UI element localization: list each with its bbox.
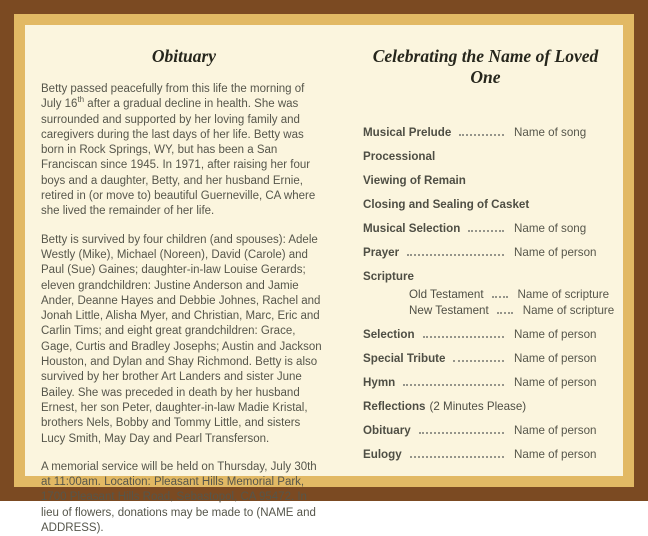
program-label: Processional	[363, 150, 436, 163]
program-value: Name of scripture	[522, 304, 615, 317]
reflections-note: (2 Minutes Please)	[429, 400, 527, 413]
obituary-paragraph-3: A memorial service will be held on Thursday, July 30th at 11:00am. Location: Pleasant Hills Memorial Park, 1700 Pleasant Hills Road, Sebastopol, CA 95472. In lieu of flowers, donations may be made to (NAME and ADDRESS).	[41, 460, 317, 535]
dot-leader	[403, 384, 504, 386]
program-label: Musical Selection	[363, 222, 461, 235]
dot-leader	[497, 312, 513, 314]
program-label: Prayer	[363, 246, 400, 259]
dot-leader	[459, 134, 504, 136]
program-label: Musical Prelude	[363, 126, 452, 139]
dot-leader	[419, 432, 504, 434]
obituary-title: Obituary	[151, 46, 217, 66]
order-of-service-column	[361, 33, 615, 468]
program-label: Old Testament	[409, 288, 484, 301]
program-row-closing-casket	[363, 198, 608, 212]
dot-leader	[492, 296, 508, 298]
program-row-prayer	[363, 246, 608, 260]
program-label: Closing and Sealing of Casket	[363, 198, 530, 211]
program-value: Name of person	[514, 328, 597, 341]
order-of-service-list	[361, 126, 615, 462]
program-inner-border	[14, 14, 634, 535]
program-label: Special Tribute	[363, 352, 446, 365]
program-row-old-testament	[363, 288, 608, 302]
obituary-column	[41, 33, 327, 535]
service-title: Celebrating the Name of Loved One	[372, 46, 599, 87]
program-row-musical-selection	[363, 222, 608, 236]
dot-leader	[453, 360, 504, 362]
program-row-processional	[363, 150, 608, 164]
obituary-paragraph-1	[41, 82, 327, 220]
program-label: Hymn	[363, 376, 396, 389]
program-row-eulogy	[363, 448, 608, 462]
obituary-paragraph-1-text: Betty passed peacefully from this life the morning of July 16	[41, 83, 305, 111]
program-row-obituary	[363, 424, 608, 438]
program-row-new-testament	[363, 304, 615, 318]
program-value: Name of scripture	[517, 288, 610, 301]
program-row-musical-prelude	[363, 126, 608, 140]
program-value: Name of person	[514, 424, 597, 437]
program-row-scripture	[363, 270, 608, 284]
program-label: Eulogy	[363, 448, 402, 461]
ordinal-superscript: th	[77, 95, 85, 105]
program-row-reflections	[363, 400, 608, 414]
obituary-paragraph-2: Betty is survived by four children (and spouses): Adele Westly (Mike), Michael (Noreen), David (Carole) and Paul (Sue) Gaines; daughter-in-law Louise Gerards; eleven grandchildren: Justine Anderson and Jamie Ander, Deanne Hayes and Debbie Johnes, Rachel and Jonah Little, Alisha Myer, and Christian, Marc, Eric and Carlin Tims; and eight great grandchildren: Grace, Gage, Curtis and Bradley Josephs; Austin and Jackson Houston, and Dylan and Shay Richmond. Betty is also survived by her brother Art Landers and sister June Bailey. She was preceded in death by her husband Ernest, her son Peter, daughter-in-law Madie Kristal, brothers Nels, Bobby and Tommy Little, and sisters Lucy Smith, May Day and Pearl Transferson.	[41, 233, 322, 445]
program-value: Name of person	[514, 352, 597, 365]
program-value: Name of person	[514, 376, 597, 389]
program-label: Obituary	[363, 424, 411, 437]
program-label: Viewing of Remain	[363, 174, 466, 187]
dot-leader	[468, 230, 504, 232]
program-row-special-tribute	[363, 352, 608, 366]
program-row-hymn	[363, 376, 608, 390]
program-value: Name of song	[514, 126, 587, 139]
program-label: Reflections	[363, 400, 426, 413]
program-label: Scripture	[363, 270, 414, 283]
program-label: New Testament	[409, 304, 489, 317]
program-value: Name of person	[514, 246, 597, 259]
obituary-paragraph-1-rest: after a gradual decline in health. She was surrounded and supported by her loving family and caregivers during the last days of her life. Betty was born in Rock Springs, WY, but has been a San Franciscan since 1945. In 1971, after raising her four boys and a daughter, Betty, and her husband Ernie, retired in (or move to) beautiful Guerneville, CA where she lived the remainder of her life.	[41, 98, 316, 218]
program-value: Name of song	[514, 222, 587, 235]
program-value: Name of person	[514, 448, 597, 461]
program-row-viewing-of-remain	[363, 174, 608, 188]
funeral-program-page	[25, 25, 623, 535]
dot-leader	[423, 336, 504, 338]
dot-leader	[407, 254, 504, 256]
dot-leader	[410, 456, 504, 458]
program-label: Selection	[363, 328, 415, 341]
program-row-selection	[363, 328, 608, 342]
